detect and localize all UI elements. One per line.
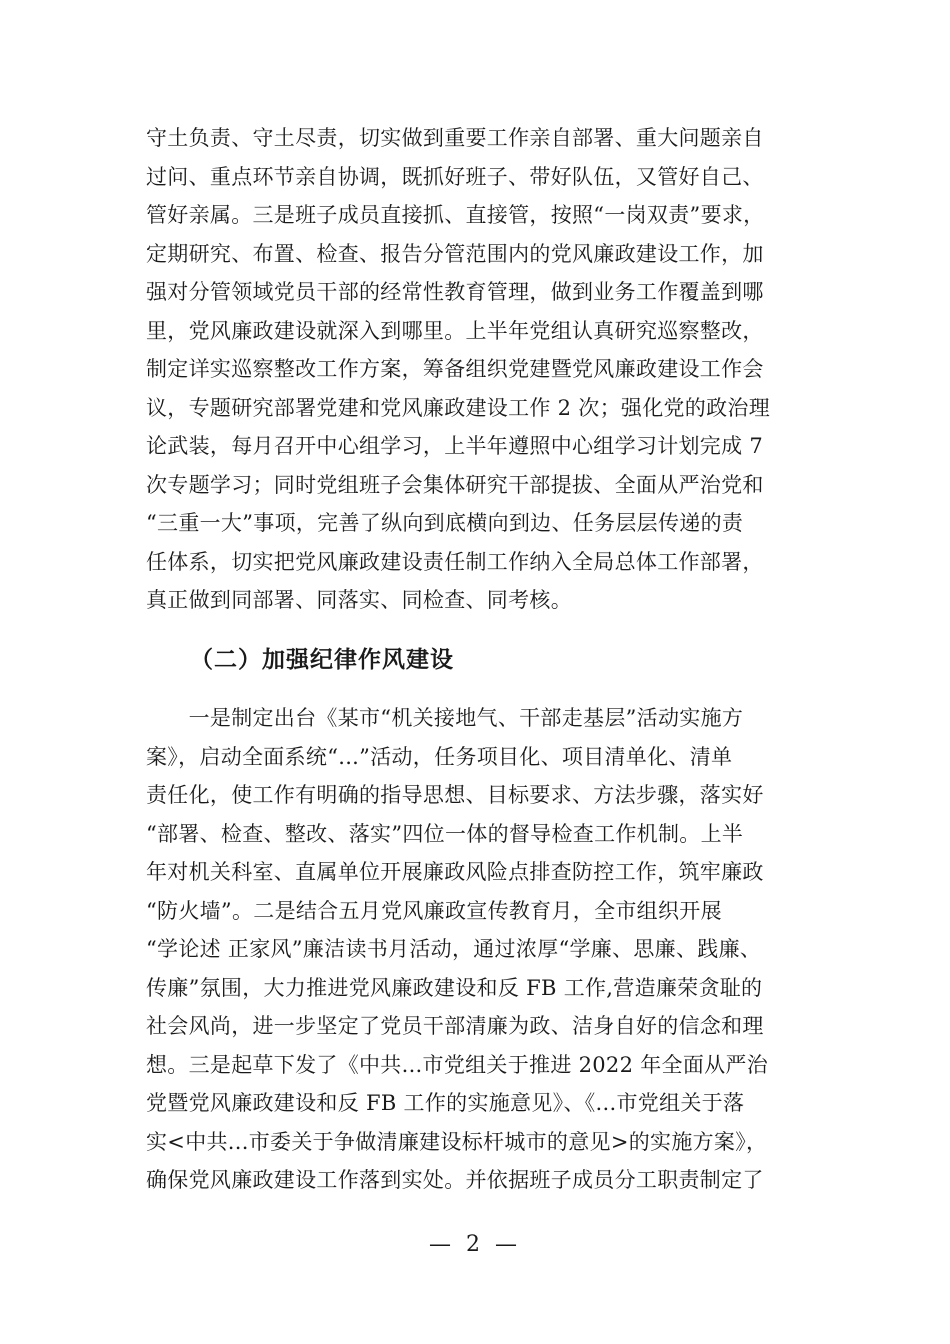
text-line: 一是制定出台《某市“机关接地气、干部走基层”活动实施方 xyxy=(146,706,744,730)
text-line: 强对分管领域党员干部的经常性教育管理，做到业务工作覆盖到哪 xyxy=(146,280,764,304)
text-line: 想。三是起草下发了《中共...市党组关于推进 2022 年全面从严治 xyxy=(146,1052,769,1077)
text-line: 论武装，每月召开中心组学习，上半年遵照中心组学习计划完成 7 xyxy=(146,434,764,458)
text-line: 真正做到同部署、同落实、同检查、同考核。 xyxy=(146,588,572,612)
text-line: 案》，启动全面系统“...”活动，任务项目化、项目清单化、清单 xyxy=(146,744,733,769)
text-line: 任体系，切实把党风廉政建设责任制工作纳入全局总体工作部署， xyxy=(146,549,764,574)
text-line: 议，专题研究部署党建和党风廉政建设工作 2 次；强化党的政治理 xyxy=(146,395,771,420)
text-line: 定期研究、布置、检查、报告分管范围内的党风廉政建设工作，加 xyxy=(146,241,764,266)
text-line: 责任化，使工作有明确的指导思想、目标要求、方法步骤，落实好 xyxy=(146,783,764,807)
text-line: 过问、重点环节亲自协调，既抓好班子、带好队伍，又管好自己、 xyxy=(146,164,764,189)
text-line: 制定详实巡察整改工作方案，筹备组织党建暨党风廉政建设工作会 xyxy=(146,357,764,381)
text-line: 传廉”氛围，大力推进党风廉政建设和反 FB 工作,营造廉荣贪耻的 xyxy=(146,975,763,1000)
text-line: 次专题学习；同时党组班子会集体研究干部提拔、全面从严治党和 xyxy=(146,472,764,497)
section-heading: （二）加强纪律作风建设 xyxy=(190,647,454,673)
page-number: — 2 — xyxy=(429,1232,521,1257)
text-line: 管好亲属。三是班子成员直接抓、直接管，按照“一岗双责”要求， xyxy=(146,203,765,227)
text-line: 党暨党风廉政建设和反 FB 工作的实施意见》、《...市党组关于落 xyxy=(146,1091,745,1115)
text-line: 里，党风廉政建设就深入到哪里。上半年党组认真研究巡察整改， xyxy=(146,318,764,343)
text-line: 社会风尚，进一步坚定了党员干部清廉为政、洁身自好的信念和理 xyxy=(146,1014,764,1038)
text-line: “部署、检查、整改、落实”四位一体的督导检查工作机制。上半 xyxy=(146,821,744,846)
text-line: “三重一大”事项，完善了纵向到底横向到边、任务层层传递的责 xyxy=(146,511,744,535)
text-line: 确保党风廉政建设工作落到实处。并依据班子成员分工职责制定了 xyxy=(146,1168,764,1192)
paragraph-section-2 xyxy=(146,699,816,1200)
text-line: 年对机关科室、直属单位开展廉政风险点排查防控工作，筑牢廉政 xyxy=(146,860,764,884)
text-line: 实<中共...市委关于争做清廉建设标杆城市的意见>的实施方案》， xyxy=(146,1129,768,1154)
paragraph-section-1 xyxy=(146,119,816,620)
text-line: 守土负责、守土尽责，切实做到重要工作亲自部署、重大问题亲自 xyxy=(146,126,764,150)
text-line: “防火墙”。二是结合五月党风廉政宣传教育月，全市组织开展 xyxy=(146,898,722,923)
text-line: “学论述 正家风”廉洁读书月活动，通过浓厚“学廉、思廉、践廉、 xyxy=(146,937,762,961)
